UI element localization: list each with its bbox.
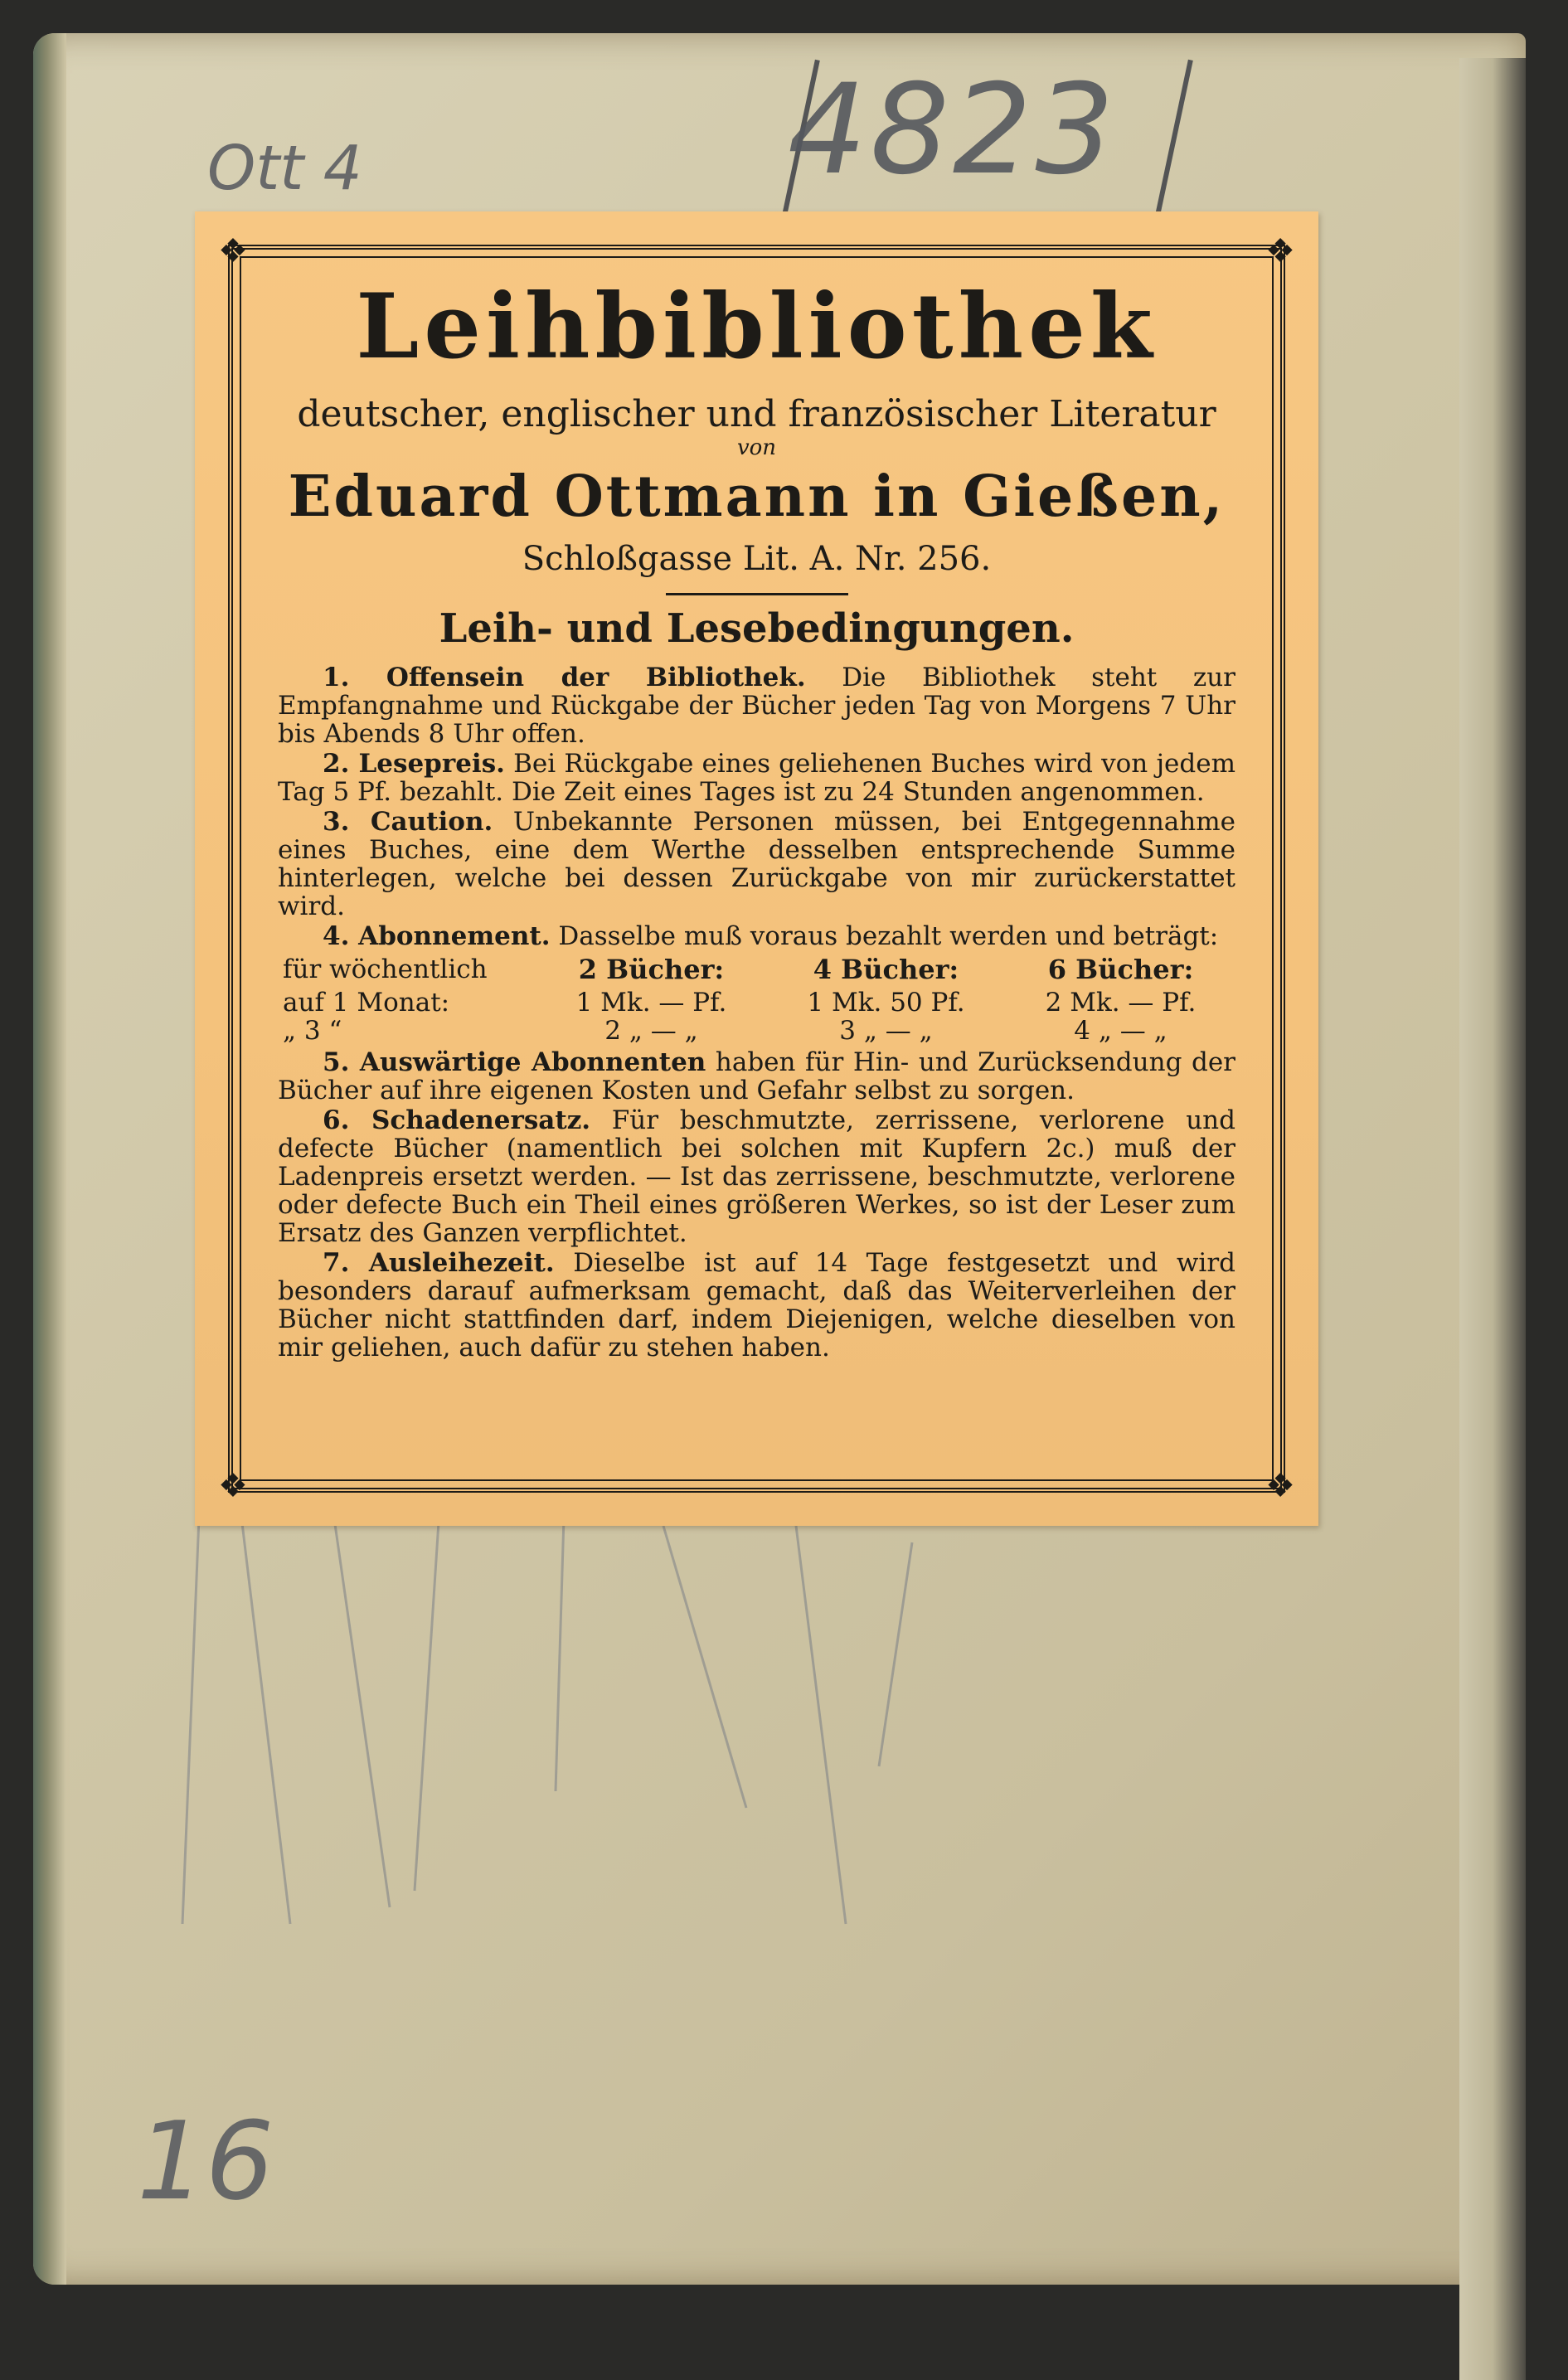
condition-text: haben für Hin- und Zurücksendung der Bücher auf ihre eigenen Kosten und Gefahr selbst zu sorgen. [278, 1047, 1235, 1105]
table-row [278, 988, 1235, 1017]
label-subtitle: deutscher, englischer und französischer Literatur [297, 392, 1216, 435]
condition-head: 1. Offensein der Bibliothek. [323, 662, 806, 692]
label-von: von [736, 435, 777, 460]
corner-ornament: ❖ [1265, 232, 1295, 270]
condition-head: 5. Auswärtige Abonnenten [323, 1047, 706, 1077]
conditions-title: Leih- und Lesebedingungen. [439, 605, 1075, 652]
table-row-label: auf 1 Monat: [283, 987, 450, 1018]
condition-text: Bei Rückgabe eines geliehenen Buches wird von jedem Tag 5 Pf. bezahlt. Die Zeit eines Tages ist zu 24 Stunden angenommen. [278, 748, 1235, 807]
pencil-page-number: 16 [137, 2098, 274, 2224]
pencil-call-number: 4823 [788, 58, 1118, 202]
table-column-header: 2 Bücher: [578, 953, 725, 985]
conditions-body [278, 663, 1235, 1362]
condition-head: 3. Caution. [323, 806, 493, 837]
subscription-table [278, 955, 1235, 1045]
condition-item [278, 750, 1235, 806]
condition-item [278, 808, 1235, 920]
condition-head: 6. Schadenersatz. [323, 1105, 591, 1135]
condition-head: 4. Abonnement. [323, 920, 551, 951]
label-title: Leihbibliothek [356, 274, 1158, 379]
condition-text: Dieselbe ist auf 14 Tage festgesetzt und wird besonders darauf aufmerksam gemacht, daß das Weiterverleihen der Bücher nicht stattfinden darf, indem Diejenigen, welche dieselben von mir geliehen, auch dafür zu stehen haben. [278, 1247, 1235, 1362]
pencil-sketch-lines [166, 1493, 1078, 1957]
divider [666, 593, 848, 595]
table-row-label: „ 3 “ [283, 1015, 342, 1046]
label-content [278, 274, 1235, 1363]
book-spine-edge [1459, 58, 1526, 2380]
condition-item [278, 663, 1235, 748]
condition-item [278, 922, 1235, 950]
table-cell: 1 Mk. 50 Pf. [807, 987, 965, 1018]
condition-text: Die Bibliothek steht zur Empfangnahme und Rückgabe der Bücher jeden Tag von Morgens 7 Uhr bis Abends 8 Uhr offen. [278, 662, 1235, 749]
table-cell: 1 Mk. — Pf. [575, 987, 727, 1018]
table-column-header: 4 Bücher: [813, 953, 959, 985]
table-header-label: für wöchentlich [283, 954, 488, 984]
table-cell: 2 Mk. — Pf. [1045, 987, 1197, 1018]
library-label [195, 211, 1318, 1526]
corner-ornament: ❖ [1265, 1467, 1295, 1505]
table-header-row [278, 955, 1235, 988]
condition-head: 2. Lesepreis. [323, 748, 505, 779]
pencil-shelf-mark: Ott 4 [207, 133, 362, 204]
condition-item [278, 1048, 1235, 1105]
label-owner: Eduard Ottmann in Gießen, [288, 463, 1226, 530]
corner-ornament: ❖ [218, 1467, 248, 1505]
corner-ornament: ❖ [218, 232, 248, 270]
condition-text: Dasselbe muß voraus bezahlt werden und beträgt: [550, 920, 1219, 951]
table-cell: 3 „ — „ [839, 1015, 933, 1046]
condition-text: Unbekannte Personen müssen, bei Entgegennahme eines Buches, eine dem Werthe desselben entsprechende Summe hinterlegen, welche bei dessen Zurückgabe von mir zurückerstattet wird. [278, 806, 1235, 921]
table-row [278, 1017, 1235, 1045]
table-column-header: 6 Bücher: [1047, 953, 1194, 985]
condition-head: 7. Ausleihezeit. [323, 1247, 555, 1278]
table-cell: 2 „ — „ [604, 1015, 698, 1046]
label-address: Schloßgasse Lit. A. Nr. 256. [522, 539, 992, 578]
table-cell: 4 „ — „ [1074, 1015, 1168, 1046]
condition-item [278, 1249, 1235, 1362]
condition-item [278, 1106, 1235, 1247]
condition-text: Für beschmutzte, zerrissene, verlorene und defecte Bücher (namentlich bei solchen mit Kupfern 2c.) muß der Ladenpreis ersetzt werden. — Ist das zerrissene, beschmutzte, verlorene oder defecte Buch ein Theil eines größeren Werkes, so ist der Leser zum Ersatz des Ganzen verpflichtet. [278, 1105, 1235, 1248]
